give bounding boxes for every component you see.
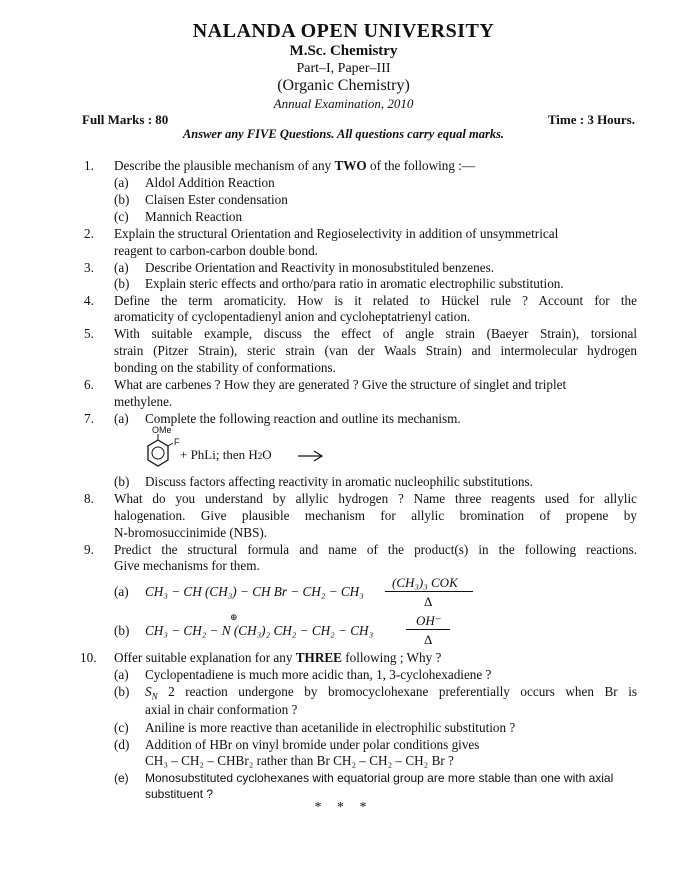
- question-10b-line: axial in chair conformation ?: [145, 702, 298, 717]
- question-10e-line: Monosubstituted cyclohexanes with equatorial group are more stable than one with axial: [145, 771, 614, 785]
- question-3a: Describe Orientation and Reactivity in monosubstituled benzenes.: [145, 260, 495, 275]
- sub-label: (b): [114, 192, 130, 207]
- question-5-line: With suitable example, discuss the effect of angle strain (Baeyer Strain), torsional: [114, 326, 637, 341]
- question-number: 1.: [84, 158, 94, 173]
- fluoro-label: F: [174, 437, 180, 447]
- ome-label: OMe: [152, 425, 172, 435]
- question-6-line: methylene.: [114, 394, 173, 409]
- question-10d-line: CH₃ – CH₂ – CHBr₂ rather than Br CH₂ – CH₂ – CH₂ Br ?: [145, 753, 454, 768]
- question-number: 9.: [84, 542, 94, 557]
- question-7a: Complete the following reaction and outline its mechanism.: [145, 411, 461, 426]
- sub-label: (d): [114, 737, 130, 752]
- question-8-line: N-bromosuccinimide (NBS).: [114, 525, 268, 540]
- question-1-text: Describe the plausible mechanism of any TWO of the following :—: [114, 158, 476, 173]
- sub-label: (a): [114, 584, 129, 599]
- question-10-text: Offer suitable explanation for any THREE following ; Why ?: [114, 650, 442, 665]
- question-5-line: bonding on the stability of conformations.: [114, 360, 336, 375]
- question-5-line: strain (Pitzer Strain), steric strain (van der Waals Strain) and intermolecular hydrogen: [114, 343, 637, 358]
- question-3b: Explain steric effects and ortho/para ratio in aromatic electrophilic substitution.: [145, 276, 564, 291]
- reagent-9b: OH⁻: [416, 613, 442, 628]
- question-10b-line: $S_N$ 2 reaction undergone by bromocyclohexane preferentially occurs when Br is: [145, 684, 637, 702]
- heat-symbol: Δ: [424, 594, 433, 609]
- exam-name: Annual Examination, 2010: [273, 96, 414, 111]
- question-10c: Aniline is more reactive than acetanilide in electrophilic substitution ?: [145, 720, 516, 735]
- question-10a: Cyclopentadiene is much more acidic than, 1, 3-cyclohexadiene ?: [145, 667, 492, 682]
- positive-charge-icon: ⊕: [230, 612, 238, 622]
- question-8-line: halogenation. Give plausible mechanism for allylic bromination of propene by: [114, 508, 637, 523]
- question-number: 3.: [84, 260, 94, 275]
- course-title: M.Sc. Chemistry: [289, 43, 398, 59]
- sub-label: (c): [114, 720, 129, 735]
- university-name: NALANDA OPEN UNIVERSITY: [192, 20, 495, 42]
- sub-label: (b): [114, 474, 130, 489]
- time-limit: Time : 3 Hours.: [547, 112, 635, 127]
- question-4-line: aromaticity of cyclopentadienyl anion and cycloheptatrienyl cation.: [114, 309, 471, 324]
- question-4-line: Define the term aromaticity. How is it related to Hückel rule ? Account for the: [114, 293, 637, 308]
- subject-title: (Organic Chemistry): [277, 77, 410, 94]
- sub-label: (a): [114, 260, 129, 275]
- reaction-9a: CH₃ − CH (CH₃) − CH Br − CH₂ − CH₃: [145, 584, 364, 599]
- question-10d-line: Addition of HBr on vinyl bromide under polar conditions gives: [145, 737, 480, 752]
- question-1a: Aldol Addition Reaction: [145, 175, 275, 190]
- sub-label: (a): [114, 411, 129, 426]
- question-number: 10.: [80, 650, 97, 665]
- question-number: 7.: [84, 411, 94, 426]
- heat-symbol: Δ: [424, 632, 433, 647]
- sub-label: (a): [114, 175, 129, 190]
- question-number: 8.: [84, 491, 94, 506]
- question-2-line: Explain the structural Orientation and Regioselectivity in addition of unsymmetrical: [114, 226, 559, 241]
- question-1b: Claisen Ester condensation: [145, 192, 288, 207]
- paper-part: Part–I, Paper–III: [296, 61, 391, 76]
- sub-label: (b): [114, 276, 130, 291]
- question-6-line: What are carbenes ? How they are generated ? Give the structure of singlet and triplet: [114, 377, 567, 392]
- reaction-arrow-line: [406, 629, 450, 630]
- question-9-line: Give mechanisms for them.: [114, 558, 260, 573]
- question-1c: Mannich Reaction: [145, 209, 243, 224]
- question-number: 4.: [84, 293, 94, 308]
- question-2-line: reagent to carbon-carbon double bond.: [114, 243, 318, 258]
- reaction-9b: CH₃ − CH₂ − N (CH₃)₂ CH₂ − CH₂ − CH₃: [145, 623, 374, 638]
- end-marker: * * *: [314, 800, 373, 815]
- reaction-scheme: [140, 425, 340, 472]
- sub-label: (c): [114, 209, 129, 224]
- full-marks: Full Marks : 80: [82, 112, 169, 127]
- question-9-line: Predict the structural formula and name of the product(s) in the following reactions.: [114, 542, 637, 557]
- question-number: 2.: [84, 226, 94, 241]
- question-number: 5.: [84, 326, 94, 341]
- question-7b: Discuss factors affecting reactivity in aromatic nucleophilic substitutions.: [145, 474, 533, 489]
- sub-label: (a): [114, 667, 129, 682]
- reagent-9a: (CH₃)₃ COK: [392, 575, 458, 590]
- question-number: 6.: [84, 377, 94, 392]
- instructions: Answer any FIVE Questions. All questions carry equal marks.: [182, 127, 505, 141]
- reaction-arrow-line: [385, 591, 473, 592]
- reagent-text: + PhLi; then H2O: [180, 447, 272, 462]
- sub-label: (e): [114, 771, 129, 785]
- sub-label: (b): [114, 684, 130, 699]
- sub-label: (b): [114, 623, 130, 638]
- question-8-line: What do you understand by allylic hydrogen ? Name three reagents used for allylic: [114, 491, 637, 506]
- question-10e-line: substituent ?: [145, 787, 214, 801]
